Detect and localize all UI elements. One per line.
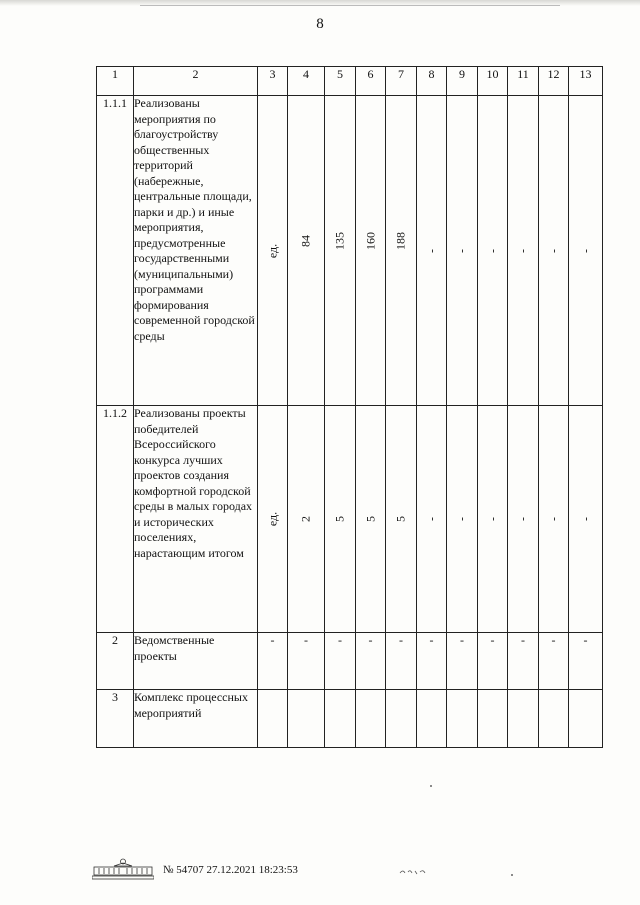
value-cell: [508, 96, 539, 406]
header-cell: 11: [508, 67, 539, 96]
value: -: [417, 633, 447, 690]
header-cell: 1: [97, 67, 134, 96]
value: 135: [332, 231, 347, 250]
value: 160: [363, 231, 377, 250]
header-cell: 13: [569, 67, 603, 96]
document-registration-number: № 54707 27.12.2021 18:23:53: [163, 864, 298, 876]
header-cell: 6: [356, 67, 386, 96]
page-number: 8: [316, 16, 324, 32]
value: -: [515, 517, 530, 521]
value: -: [485, 517, 499, 521]
value-cell: [288, 406, 325, 633]
value: 5: [393, 516, 408, 522]
value: -: [515, 248, 530, 253]
value-cell: [417, 406, 447, 633]
scan-line: [140, 5, 560, 6]
row-name: Реализованы мероприятия по благоустройству общественных территорий (набережные, центральные площади, парки и др.) и иные мероприятия, предусмотренные государственными (муниципальными) программами формирования современной городской среды: [134, 96, 258, 406]
header-cell: 9: [447, 67, 478, 96]
row-number: 1.1.2: [97, 406, 134, 633]
value: -: [569, 633, 603, 690]
value: [386, 690, 417, 748]
header-cell: 8: [417, 67, 447, 96]
row-name: Реализованы проекты победителей Всероссийского конкурса лучших проектов создания комфортной городской среды в малых городах и исторических поселениях, нарастающим итогом: [134, 406, 258, 633]
value: [569, 690, 603, 748]
value-cell: [447, 96, 478, 406]
value: -: [578, 517, 592, 521]
table-row: [97, 96, 603, 406]
value: [356, 690, 386, 748]
value-cell: [447, 406, 478, 633]
value: -: [288, 633, 325, 690]
value: [478, 690, 508, 748]
value: [417, 690, 447, 748]
row-name: Комплекс процессных мероприятий: [134, 690, 258, 748]
table-header-row: [97, 67, 603, 96]
header-cell: 4: [288, 67, 325, 96]
value: 84: [298, 234, 313, 247]
table-row: [97, 406, 603, 633]
value-cell: [478, 406, 508, 633]
value: -: [454, 517, 469, 521]
value: 5: [363, 516, 377, 522]
row-number: 3: [97, 690, 134, 748]
value: 5: [332, 516, 347, 522]
unit-value: [258, 690, 288, 748]
value-cell: [325, 96, 356, 406]
header-cell: 10: [478, 67, 508, 96]
value-cell: [417, 96, 447, 406]
value-cell: [386, 96, 417, 406]
value: -: [325, 633, 356, 690]
value-cell: [539, 406, 569, 633]
value: 188: [393, 231, 408, 250]
value: -: [424, 248, 438, 253]
value: [508, 690, 539, 748]
value-cell: [508, 406, 539, 633]
table-row: [97, 690, 603, 748]
header-cell: 12: [539, 67, 569, 96]
value: -: [539, 633, 569, 690]
value: -: [485, 248, 499, 253]
value-cell: [325, 406, 356, 633]
value: 2: [298, 516, 313, 522]
value: -: [386, 633, 417, 690]
unit-cell: [258, 96, 288, 406]
unit-value: ед.: [265, 511, 279, 527]
row-number: 1.1.1: [97, 96, 134, 406]
row-name: Ведомственные проекты: [134, 633, 258, 690]
value: -: [356, 633, 386, 690]
value-cell: [478, 96, 508, 406]
unit-cell: [258, 406, 288, 633]
value-cell: [539, 96, 569, 406]
indicators-table: [96, 66, 603, 748]
row-number: 2: [97, 633, 134, 690]
value: -: [424, 517, 438, 521]
unit-value: ед.: [265, 243, 279, 258]
handwritten-mark-icon: [398, 866, 428, 876]
value: [325, 690, 356, 748]
scan-speck: [430, 785, 432, 787]
value: -: [447, 633, 478, 690]
value-cell: [356, 406, 386, 633]
scan-speck: [511, 874, 513, 876]
header-cell: 5: [325, 67, 356, 96]
header-cell: 2: [134, 67, 258, 96]
value: [288, 690, 325, 748]
unit-value: -: [258, 633, 288, 690]
value: -: [478, 633, 508, 690]
value-cell: [386, 406, 417, 633]
value: -: [454, 248, 469, 253]
header-cell: 7: [386, 67, 417, 96]
value-cell: [569, 96, 603, 406]
header-cell: 3: [258, 67, 288, 96]
value-cell: [356, 96, 386, 406]
value: [447, 690, 478, 748]
value: -: [508, 633, 539, 690]
value: -: [578, 248, 592, 253]
value: -: [546, 248, 560, 253]
value-cell: [569, 406, 603, 633]
value: [539, 690, 569, 748]
table-row: [97, 633, 603, 690]
value-cell: [288, 96, 325, 406]
government-building-icon: [92, 858, 154, 880]
value: -: [546, 517, 560, 521]
